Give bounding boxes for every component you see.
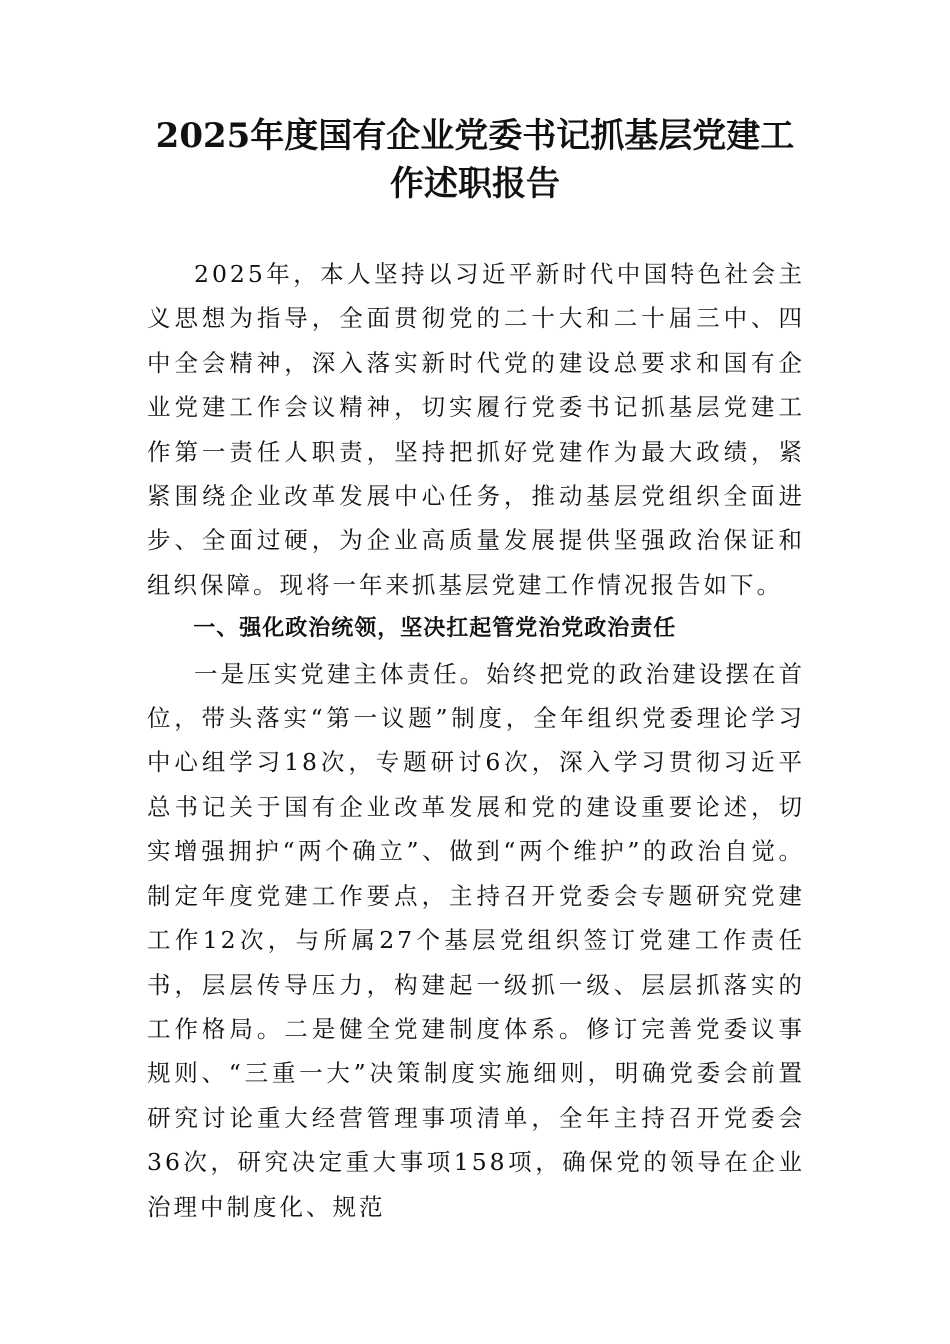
section-1-paragraph: 一是压实党建主体责任。始终把党的政治建设摆在首位，带头落实“第一议题”制度，全年组织党委理论学习中心组学习18次，专题研讨6次，深入学习贯彻习近平总书记关于国有企业改革发展和党的建设重要论述，切实增强拥护“两个确立”、做到“两个维护”的政治自觉。制定年度党建工作要点，主持召开党委会专题研究党建工作12次，与所属27个基层党组织签订党建工作责任书，层层传导压力，构建起一级抓一级、层层抓落实的工作格局。二是健全党建制度体系。修订完善党委议事规则、“三重一大”决策制度实施细则，明确党委会前置研究讨论重大经营管理事项清单，全年主持召开党委会36次，研究决定重大事项158项，确保党的领导在企业治理中制度化、规范 — [147, 659, 805, 1221]
document-body — [147, 252, 805, 1229]
section-heading-1: 一、强化政治统领，坚决扛起管党治党政治责任 — [193, 616, 677, 642]
document-title: 2025年度国有企业党委书记抓基层党建工作述职报告 — [155, 116, 795, 204]
intro-paragraph: 2025年，本人坚持以习近平新时代中国特色社会主义思想为指导，全面贯彻党的二十大和二十届三中、四中全会精神，深入落实新时代党的建设总要求和国有企业党建工作会议精神，切实履行党委书记抓基层党建工作第一责任人职责，坚持把抓好党建作为最大政绩，紧紧围绕企业改革发展中心任务，推动基层党组织全面进步、全面过硬，为企业高质量发展提供坚强政治保证和组织保障。现将一年来抓基层党建工作情况报告如下。 — [147, 260, 805, 599]
